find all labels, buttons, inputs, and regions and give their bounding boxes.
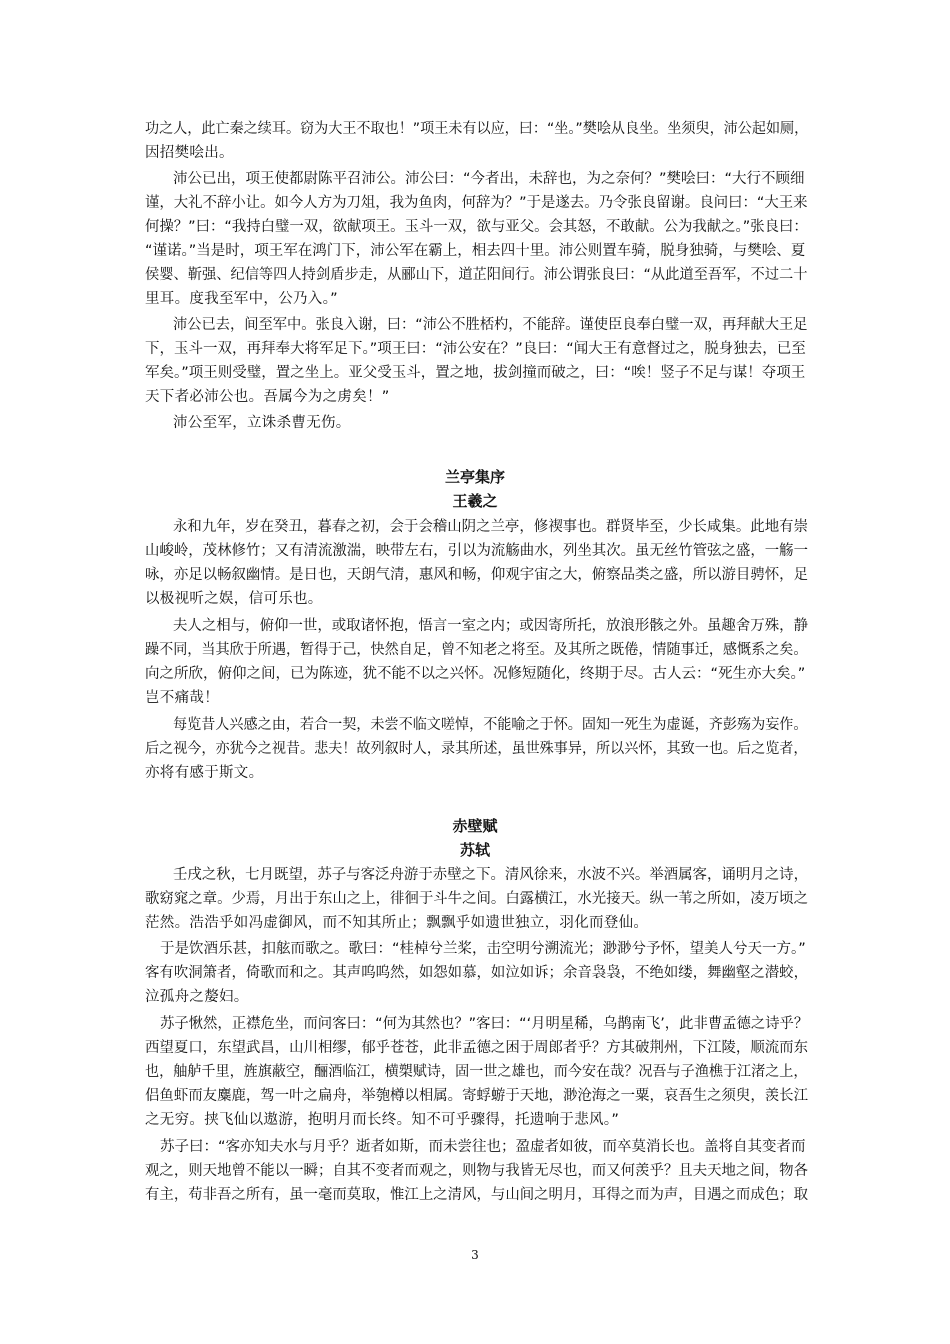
- text-line: 天下者必沛公也。吾属今为之虏矣！”: [145, 389, 390, 405]
- text-line: 客有吹洞箫者，倚歌而和之。其声呜呜然，如怨如慕，如泣如诉；余音袅袅，不绝如缕，舞幽壑之潜蛟，: [145, 965, 808, 981]
- text-line: 壬戌之秋，七月既望，苏子与客泛舟游于赤壁之下。清风徐来，水波不兴。举酒属客，诵明月之诗，: [173, 867, 809, 883]
- text-line: 功之人，此亡秦之续耳。窃为大王不取也！”项王未有以应，曰：“坐。”樊哙从良坐。坐须臾，沛公起如厕，: [145, 121, 809, 137]
- text-line: 沛公至军，立诛杀曹无伤。: [173, 415, 351, 431]
- section-title: 兰亭集序: [444, 468, 505, 486]
- section-author: 王羲之: [452, 492, 498, 510]
- text-line: 永和九年，岁在癸丑，暮春之初，会于会稽山阴之兰亭，修禊事也。群贤毕至，少长咸集。此地有崇: [173, 519, 809, 535]
- text-line: 于是饮酒乐甚，扣舷而歌之。歌曰：“桂棹兮兰桨，击空明兮溯流光；渺渺兮予怀，望美人兮天一方。”: [160, 941, 806, 957]
- text-line: 咏，亦足以畅叙幽情。是日也，天朗气清，惠风和畅，仰观宇宙之大，俯察品类之盛，所以游目骋怀，足: [145, 567, 808, 583]
- text-line: 里耳。度我至军中，公乃入。”: [145, 291, 338, 307]
- text-line: 侣鱼虾而友麋鹿，驾一叶之扁舟，举匏樽以相属。寄蜉蝣于天地，渺沧海之一粟，哀吾生之须臾，羡长江: [145, 1088, 808, 1104]
- text-line: “谨诺。”当是时，项王军在鸿门下，沛公军在霸上，相去四十里。沛公则置车骑，脱身独骑，与樊哙、夏: [145, 243, 806, 259]
- text-line: 侯婴、靳强、纪信等四人持剑盾步走，从郦山下，道芷阳间行。沛公谓张良曰：“从此道至吾军，不过二十: [145, 267, 808, 283]
- text-line: 因招樊哙出。: [145, 145, 234, 161]
- text-line: 也，舳舻千里，旌旗蔽空，酾酒临江，横槊赋诗，固一世之雄也，而今安在哉？况吾与子渔樵于江渚之上，: [145, 1064, 808, 1080]
- text-line: 沛公已出，项王使都尉陈平召沛公。沛公曰：“今者出，未辞也，为之奈何？”樊哙曰：“大行不顾细: [173, 171, 805, 187]
- text-line: 山峻岭，茂林修竹；又有清流激湍，映带左右，引以为流觞曲水，列坐其次。虽无丝竹管弦之盛，一觞一: [145, 543, 808, 559]
- text-line: 有主，苟非吾之所有，虽一毫而莫取，惟江上之清风，与山间之明月，耳得之而为声，目遇之而成色；取: [145, 1187, 808, 1203]
- text-line: 岂不痛哉！: [145, 690, 219, 706]
- text-line: 以极视听之娱，信可乐也。: [145, 591, 323, 607]
- text-line: 夫人之相与，俯仰一世，或取诸怀抱，悟言一室之内；或因寄所托，放浪形骸之外。虽趣舍万殊，静: [173, 618, 809, 634]
- text-line: 观之，则天地曾不能以一瞬；自其不变者而观之，则物与我皆无尽也，而又何羡乎？且夫天地之间，物各: [145, 1163, 808, 1179]
- section-author: 苏轼: [459, 841, 490, 859]
- text-line: 向之所欣，俯仰之间，已为陈迹，犹不能不以之兴怀。况修短随化，终期于尽。古人云：“死生亦大矣。”: [145, 666, 806, 682]
- text-line: 之无穷。挟飞仙以遨游，抱明月而长终。知不可乎骤得，托遗响于悲风。”: [145, 1112, 620, 1128]
- text-line: 谨，大礼不辞小让。如今人方为刀俎，我为鱼肉，何辞为？”于是遂去。乃令张良留谢。良问曰：“大王来: [145, 195, 808, 211]
- text-line: 军矣。”项王则受璧，置之坐上。亚父受玉斗，置之地，拔剑撞而破之，曰：“唉！竖子不足与谋！夺项王: [145, 365, 806, 381]
- text-line: 亦将有感于斯文。: [145, 765, 264, 781]
- text-line: 歌窈窕之章。少焉，月出于东山之上，徘徊于斗牛之间。白露横江，水光接天。纵一苇之所如，凌万顷之: [145, 891, 808, 907]
- text-line: 西望夏口，东望武昌，山川相缪，郁乎苍苍，此非孟德之困于周郎者乎？方其破荆州，下江陵，顺流而东: [145, 1040, 808, 1056]
- page-number: 3: [471, 1248, 479, 1262]
- text-line: 茫然。浩浩乎如冯虚御风，而不知其所止；飘飘乎如遗世独立，羽化而登仙。: [145, 915, 649, 931]
- text-line: 何操？”曰：“我持白璧一双，欲献项王。玉斗一双，欲与亚父。会其怒，不敢献。公为我献之。”张良曰：: [145, 219, 808, 235]
- text-line: 苏子愀然，正襟危坐，而问客曰：“何为其然也？”客曰：“‘月明星稀，乌鹊南飞’，此非曹孟德之诗乎？: [160, 1016, 809, 1032]
- text-line: 下，玉斗一双，再拜奉大将军足下。”项王曰：“沛公安在？”良曰：“闻大王有意督过之，脱身独去，已至: [145, 341, 806, 357]
- text-line: 泣孤舟之嫠妇。: [145, 989, 249, 1005]
- text-line: 苏子曰：“客亦知夫水与月乎？逝者如斯，而未尝往也；盈虚者如彼，而卒莫消长也。盖将自其变者而: [160, 1139, 806, 1155]
- section-title: 赤壁赋: [452, 817, 498, 835]
- text-line: 后之视今，亦犹今之视昔。悲夫！故列叙时人，录其所述，虽世殊事异，所以兴怀，其致一也。后之览者，: [145, 741, 808, 757]
- text-line: 躁不同，当其欣于所遇，暂得于己，快然自足，曾不知老之将至。及其所之既倦，情随事迁，感慨系之矣。: [145, 642, 808, 658]
- text-line: 沛公已去，间至军中。张良入谢，曰：“沛公不胜桮杓，不能辞。谨使臣良奉白璧一双，再拜献大王足: [173, 317, 808, 333]
- text-line: 每览昔人兴感之由，若合一契，未尝不临文嗟悼，不能喻之于怀。固知一死生为虚诞，齐彭殇为妄作。: [173, 717, 808, 733]
